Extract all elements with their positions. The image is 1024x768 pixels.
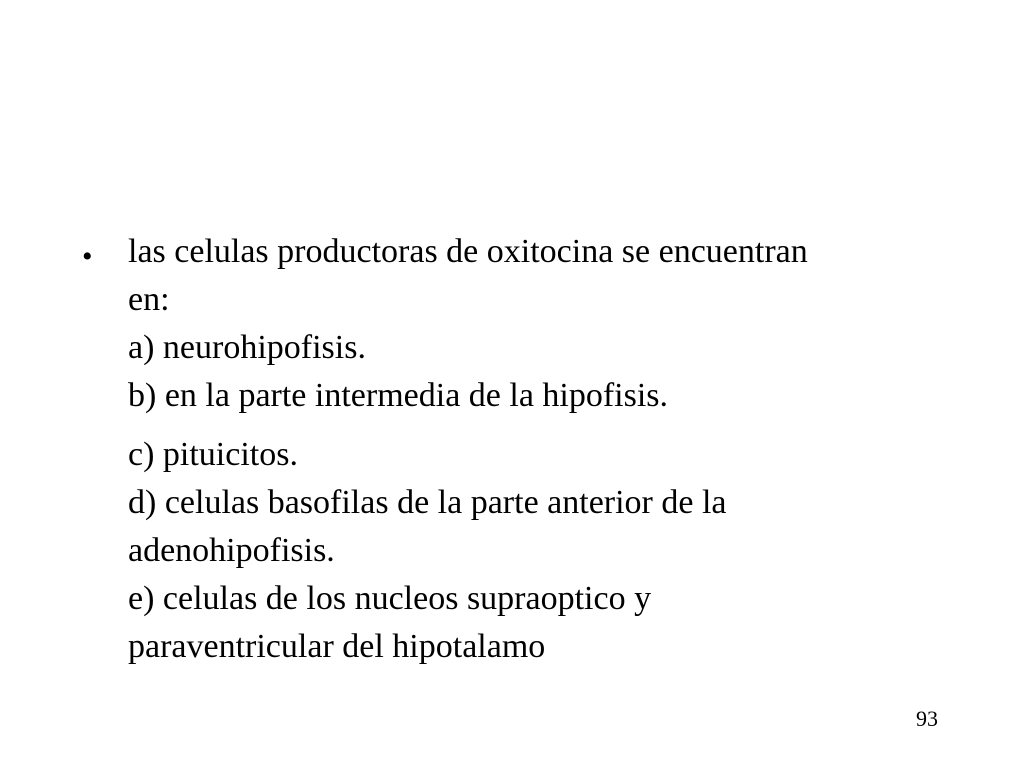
option-d-line-2: adenohipofisis. (128, 532, 335, 569)
question-line-1: las celulas productoras de oxitocina se encuentran (128, 233, 808, 270)
question-line-2: en: (128, 281, 170, 318)
options-paragraph (128, 431, 962, 671)
page-number: 93 (916, 706, 938, 731)
option-d-line-1: d) celulas basofilas de la parte anterior de la (128, 484, 727, 521)
option-e-line-1: e) celulas de los nucleos supraoptico y (128, 580, 652, 617)
option-e-line-2: paraventricular del hipotalamo (128, 628, 546, 665)
option-a: a) neurohipofisis. (128, 329, 366, 366)
bullet-item (82, 228, 962, 671)
option-b: b) en la parte intermedia de la hipofisis. (128, 377, 669, 414)
option-c: c) pituicitos. (128, 436, 298, 473)
question-paragraph (128, 228, 962, 420)
bullet-icon: • (82, 240, 93, 273)
bullet-text (128, 228, 962, 671)
